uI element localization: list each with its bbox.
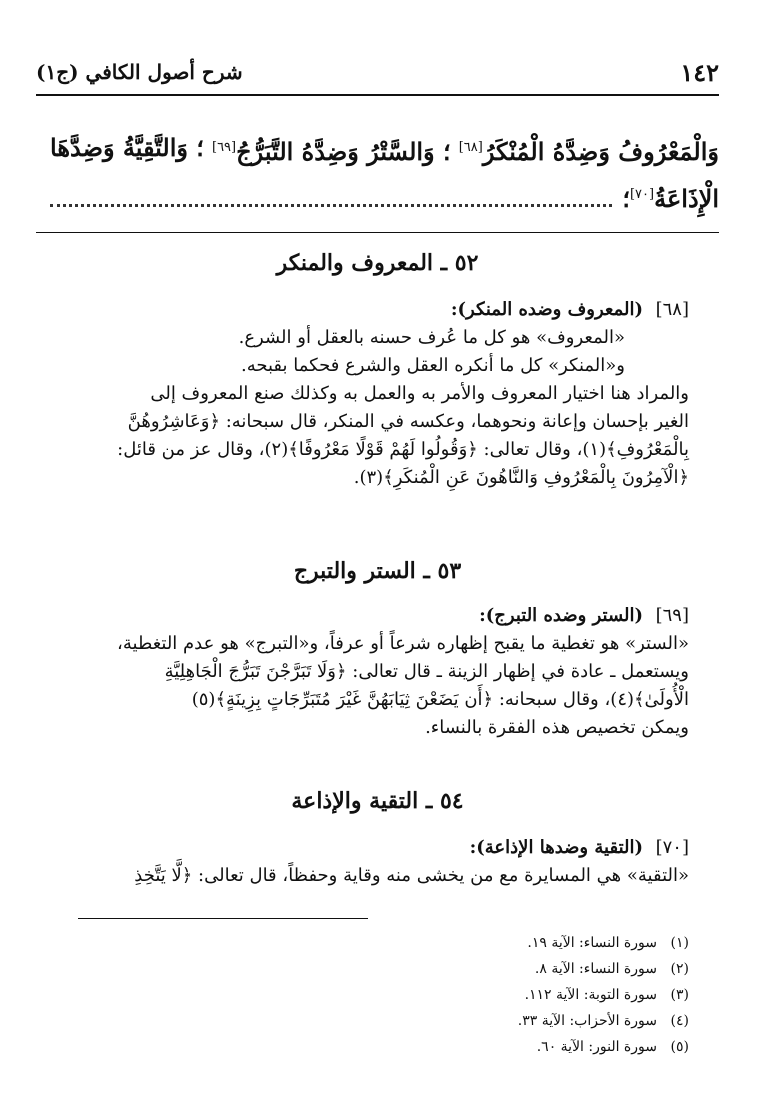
note-heading: [٦٨] (المعروف وضده المنكر): bbox=[50, 296, 689, 324]
enumeration-line bbox=[50, 125, 719, 175]
note-number: [٦٩] bbox=[655, 605, 689, 626]
note-line: الغير بإحسان وإعانة ونحوهما، وعكسه في المنكر، قال سبحانه: ﴿وَعَاشِرُوهُنَّ bbox=[127, 411, 689, 432]
note-mark: [٦٨] bbox=[458, 140, 483, 155]
enum-item: الْإِذَاعَةُ[٧٠]؛ bbox=[622, 184, 719, 213]
note-line: بِالْمَعْرُوفِ﴾(١)، وقال تعالى: ﴿وَقُولُوا لَهُمْ قَوْلًا مَعْرُوفًا﴾(٢)، وقال عز من قائل: bbox=[117, 439, 689, 460]
note-line: «المعروف» هو كل ما عُرف حسنه بالعقل أو الشرع. bbox=[238, 327, 625, 348]
note-mark: [٧٠] bbox=[629, 187, 655, 202]
page-number: ١٤٢ bbox=[680, 57, 719, 87]
note-number: [٧٠] bbox=[655, 837, 689, 858]
note-line: الْأُولَىٰ﴾(٤)، وقال سبحانه: ﴿أَن يَضَعْنَ ثِيَابَهُنَّ غَيْرَ مُتَبَرِّجَاتٍ بِزِينَةٍ﴾(٥) bbox=[191, 689, 689, 710]
footnote-rule bbox=[78, 918, 368, 919]
section-divider bbox=[36, 232, 719, 233]
enum-item: ؛ وَالتَّقِيَّةُ وَضِدَّهَا bbox=[50, 133, 204, 162]
note-line: ﴿الْآمِرُونَ بِالْمَعْرُوفِ وَالنَّاهُونَ عَنِ الْمُنكَرِ﴾(٣). bbox=[353, 467, 689, 488]
section-title: ٥٤ ـ التقية والإذاعة bbox=[291, 788, 464, 814]
section-title: ٥٢ ـ المعروف والمنكر bbox=[276, 250, 479, 276]
note-mark: [٦٩] bbox=[212, 140, 237, 155]
enum-item: ؛ وَالسَّتْرُ وَضِدَّهُ التَّبَرُّجُ[٦٩] bbox=[212, 137, 451, 166]
footnote: (١) سورة النساء: الآية ١٩. bbox=[527, 935, 689, 951]
note-line: ويستعمل ـ عادة في إظهار الزينة ـ قال تعالى: ﴿وَلَا تَبَرَّجْنَ تَبَرُّجَ الْجَاهِلِيَّةِ bbox=[164, 661, 689, 682]
note-heading: [٧٠] (التقية وضدها الإذاعة): bbox=[50, 834, 689, 862]
running-header bbox=[36, 52, 719, 92]
enumeration-line bbox=[50, 175, 719, 219]
footnote: (٢) سورة النساء: الآية ٨. bbox=[534, 961, 689, 977]
footnote: (٤) سورة الأحزاب: الآية ٣٣. bbox=[517, 1013, 689, 1029]
hadith-enumeration bbox=[50, 125, 719, 219]
note-line: و«المنكر» كل ما أنكره العقل والشرع فحكما بقبحه. bbox=[240, 355, 625, 376]
section-title: ٥٣ ـ الستر والتبرج bbox=[293, 558, 462, 584]
note-line: «التقية» هي المسايرة مع من يخشى منه وقاية وحفظاً، قال تعالى: ﴿لَّا يَتَّخِذِ bbox=[134, 865, 689, 886]
note-line: «الستر» هو تغطية ما يقبح إظهاره شرعاً أو عرفاً، و«التبرج» هو عدم التغطية، bbox=[117, 633, 689, 654]
enum-item: وَالْمَعْرُوفُ وَضِدَّهُ الْمُنْكَرُ[٦٨] bbox=[458, 137, 719, 166]
dotted-leader bbox=[50, 203, 612, 207]
note-heading: [٦٩] (الستر وضده التبرج): bbox=[50, 602, 689, 630]
book-title: شرح أصول الكافي (ج١) bbox=[36, 60, 243, 84]
footnote: (٣) سورة التوبة: الآية ١١٢. bbox=[524, 987, 689, 1003]
commentary-note bbox=[50, 296, 689, 492]
header-rule bbox=[36, 94, 719, 96]
note-line: ويمكن تخصيص هذه الفقرة بالنساء. bbox=[425, 717, 689, 738]
commentary-note bbox=[50, 602, 689, 742]
footnotes bbox=[389, 930, 689, 1060]
note-line: والمراد هنا اختيار المعروف والأمر به والعمل به وكذلك صنع المعروف إلى bbox=[150, 383, 689, 404]
footnote: (٥) سورة النور: الآية ٦٠. bbox=[536, 1039, 689, 1055]
commentary-note bbox=[50, 834, 689, 890]
note-number: [٦٨] bbox=[655, 299, 689, 320]
